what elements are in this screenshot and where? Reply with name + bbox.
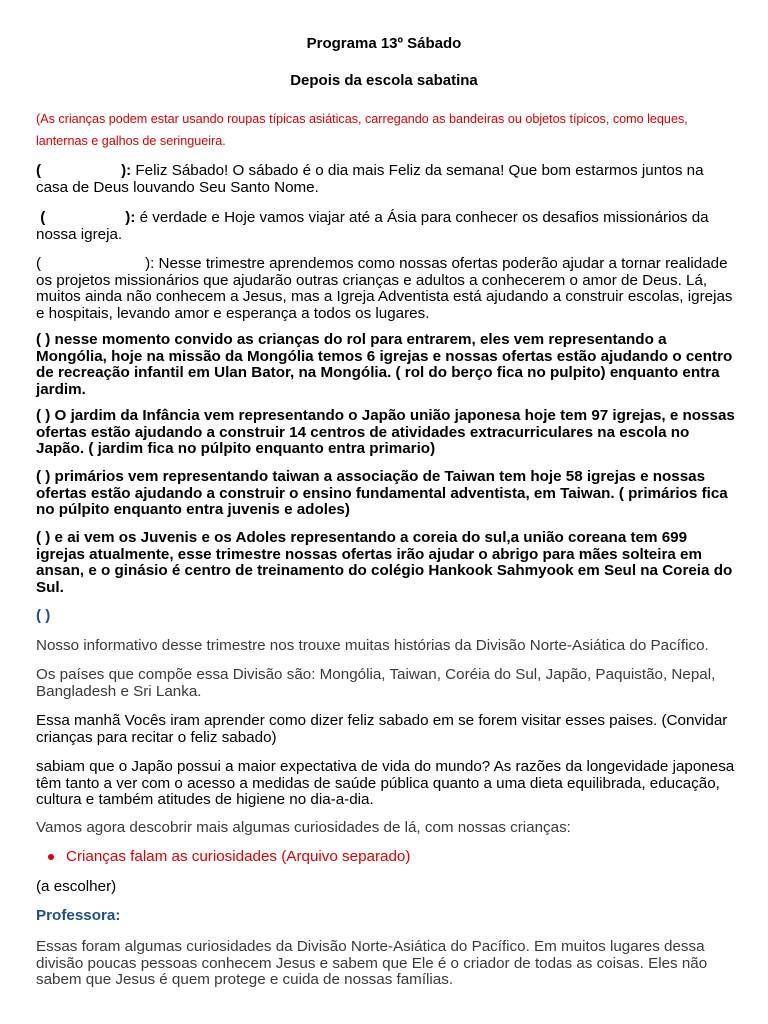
page-title: Programa 13º Sábado — [306, 35, 462, 52]
paragraph-offerings — [36, 256, 736, 322]
bullet-text: Crianças falam as curiosidades (Arquivo separado) — [66, 848, 411, 865]
bullet-dot-icon — [48, 854, 54, 860]
speaker-open-paren: ( — [36, 162, 42, 179]
speaker-heading-teacher: Professora: — [36, 907, 121, 924]
paragraph-taiwan: ( ) primários vem representando taiwan a associação de Taiwan tem hoje 58 igrejas e nossas ofertas estão ajudando a construir o ensino fundamental adventista, em Taiwan. ( primários fica no púlpito enquanto entra juvenis e adoles) — [36, 468, 728, 518]
paragraph-choose: (a escolher) — [36, 878, 117, 895]
paragraph-japan-longevity: sabiam que o Japão possui a maior expectativa de vida do mundo? As razões da longevidade japonesa têm tanto a ver com o acesso a medidas de saúde pública quanto a uma dieta equilibrada, educação, cultura e também atitudes de higiene no dia-a-dia. — [36, 758, 735, 808]
costume-note: (As crianças podem estar usando roupas típicas asiáticas, carregando as bandeiras ou objetos típicos, como leques, lanternas e galhos de seringueira. — [36, 112, 688, 148]
paragraph-japan: ( ) O jardim da Infância vem representando o Japão união japonesa hoje tem 97 igrejas, e nossas ofertas estão ajudando a construir 14 centros de atividades extracurriculares na escola no Japão. ( jardim fica no púlpito enquanto entra primario) — [36, 407, 735, 457]
paragraph-countries: Os países que compõe essa Divisão são: Mongólia, Taiwan, Coréia do Sul, Japão, Paquistão, Nepal, Bangladesh e Sri Lanka. — [36, 666, 716, 700]
paragraph-greeting — [36, 163, 736, 196]
speaker-open-paren: ( — [36, 255, 42, 272]
bullet-item — [48, 849, 748, 866]
paragraph-greeting-lesson: Essa manhã Vocês iram aprender como dizer feliz sabado em se forem visitar esses paises. (Convidar crianças para recitar o feliz sabado) — [36, 712, 728, 746]
speaker-close-paren: ): — [121, 162, 132, 179]
paragraph-closing: Essas foram algumas curiosidades da Divisão Norte-Asiática do Pacífico. Em muitos lugares dessa divisão poucas pessoas conhecem Jesus e sabem que Ele é o criador de todas as coisas. Eles não sabem que Jesus é quem protege e cuida de nossas famílias. — [36, 938, 708, 988]
page-subtitle: Depois da escola sabatina — [290, 72, 478, 89]
asia-trip-text: é verdade e Hoje vamos viajar até a Ásia para conhecer os desafios missionários da nossa igreja. — [36, 209, 709, 243]
speaker-close-paren: ): — [125, 209, 136, 226]
paragraph-curiosities-intro: Vamos agora descobrir mais algumas curiosidades de lá, com nossas crianças: — [36, 819, 571, 836]
paragraph-mongolia: ( ) nesse momento convido as crianças do rol para entrarem, eles vem representando a Mongólia, hoje na missão da Mongólia temos 6 igrejas e nossas ofertas estão ajudando o centro de recreação infantil em Ulan Bator, na Mongólia. ( rol do berço fica no pulpito) enquanto entra jardim. — [36, 331, 733, 398]
paragraph-korea: ( ) e ai vem os Juvenis e os Adoles representando a coreia do sul,a união coreana tem 699 igrejas atualmente, esse trimestre nossas ofertas irão ajudar o abrigo para mães solteira em ansan, e o ginásio é centro de treinamento do colégio Hankook Sahmyook em Seul na Coreia do Sul. — [36, 529, 733, 596]
greeting-text: Feliz Sábado! O sábado é o dia mais Feliz da semana! Que bom estarmos juntos na casa de Deus louvando Seu Santo Nome. — [36, 162, 704, 196]
paragraph-newsletter: Nosso informativo desse trimestre nos trouxe muitas histórias da Divisão Norte-Asiática do Pacífico. — [36, 637, 709, 654]
blank-speaker-marker: ( ) — [36, 607, 51, 624]
offerings-text: ): Nesse trimestre aprendemos como nossas ofertas poderão ajudar a tornar realidade os projetos missionários que ajudarão outras crianças e adultos a conhecerem o amor de Deus. Lá, muitos ainda não conhecem a Jesus, mas a Igreja Adventista está ajudando a construir escolas, igrejas e hospitais, levando amor e esperança a todos os lugares. — [36, 255, 733, 322]
paragraph-asia-trip — [36, 210, 736, 243]
speaker-open-paren: ( — [40, 209, 46, 226]
